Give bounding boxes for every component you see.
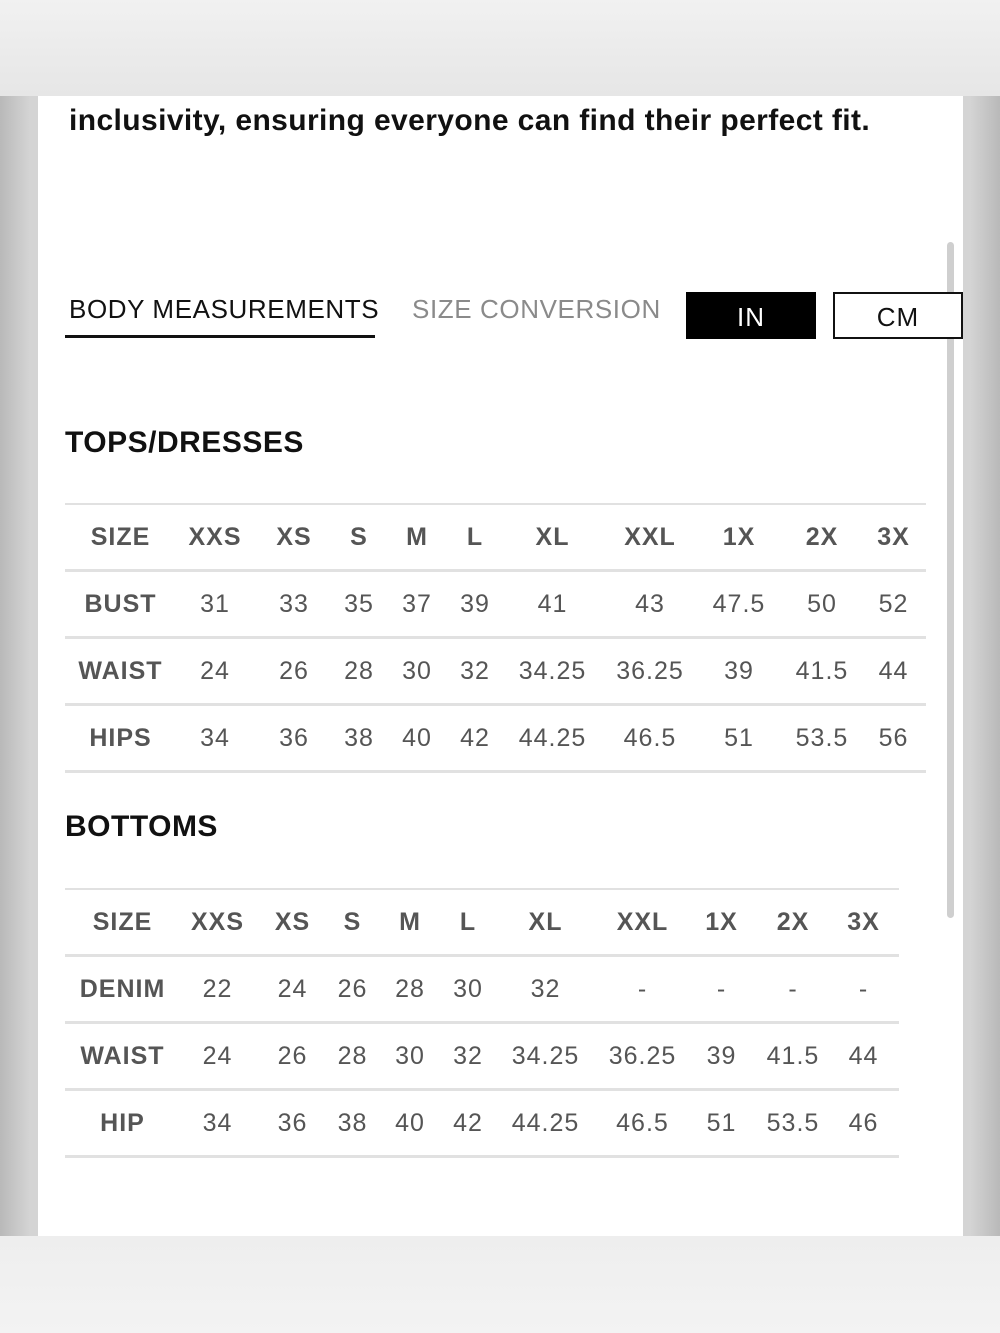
table-cell: 28 <box>334 638 384 705</box>
header-cell: SIZE <box>65 889 180 956</box>
table-cell: 26 <box>254 638 334 705</box>
bottom-screen-area <box>0 1236 1000 1333</box>
table-cell: 31 <box>176 571 254 638</box>
table-cell: 51 <box>685 1090 758 1157</box>
size-guide-panel <box>38 96 963 1236</box>
table-cell: 52 <box>861 571 926 638</box>
table-cell: 36.25 <box>600 1023 685 1090</box>
table-row <box>65 1023 899 1090</box>
table-cell: 40 <box>384 705 450 772</box>
row-label: WAIST <box>65 1023 180 1090</box>
tab-size-conversion[interactable]: SIZE CONVERSION <box>412 294 661 324</box>
table-cell: 42 <box>445 1090 491 1157</box>
table-row <box>65 705 926 772</box>
table-cell: 53.5 <box>758 1090 828 1157</box>
header-cell: L <box>445 889 491 956</box>
scrollbar[interactable] <box>947 242 954 918</box>
header-cell: XL <box>500 504 605 571</box>
table-cell: 26 <box>330 956 375 1023</box>
table-header-row <box>65 889 899 956</box>
table-cell: 36.25 <box>605 638 695 705</box>
table-cell: 39 <box>450 571 500 638</box>
table-cell: 44 <box>861 638 926 705</box>
table-cell: 34.25 <box>491 1023 600 1090</box>
table-cell: 24 <box>180 1023 255 1090</box>
table-row <box>65 1090 899 1157</box>
table-cell: 36 <box>255 1090 330 1157</box>
table-cell: 36 <box>254 705 334 772</box>
table-cell: 46.5 <box>605 705 695 772</box>
header-cell: XL <box>491 889 600 956</box>
tab-body-measurements[interactable]: BODY MEASUREMENTS <box>65 294 375 338</box>
top-screen-area <box>0 0 1000 96</box>
table-cell: 28 <box>330 1023 375 1090</box>
table-row <box>65 638 926 705</box>
header-cell: 3X <box>861 504 926 571</box>
table-cell: 22 <box>180 956 255 1023</box>
table-cell: 30 <box>384 638 450 705</box>
bottoms-size-table <box>65 888 899 1158</box>
table-cell: 40 <box>375 1090 445 1157</box>
header-cell: SIZE <box>65 504 176 571</box>
table-cell: 47.5 <box>695 571 783 638</box>
table-cell: 39 <box>685 1023 758 1090</box>
row-label: HIP <box>65 1090 180 1157</box>
header-cell: 3X <box>828 889 899 956</box>
header-cell: XXS <box>180 889 255 956</box>
table-cell: - <box>685 956 758 1023</box>
header-cell: S <box>330 889 375 956</box>
table-cell: 26 <box>255 1023 330 1090</box>
table-cell: 34.25 <box>500 638 605 705</box>
header-cell: 2X <box>783 504 861 571</box>
header-cell: L <box>450 504 500 571</box>
bottoms-title: BOTTOMS <box>65 810 218 843</box>
header-cell: 2X <box>758 889 828 956</box>
table-cell: 38 <box>334 705 384 772</box>
table-cell: 44 <box>828 1023 899 1090</box>
row-label: BUST <box>65 571 176 638</box>
table-cell: 24 <box>176 638 254 705</box>
table-cell: 32 <box>491 956 600 1023</box>
header-cell: XXL <box>600 889 685 956</box>
table-cell: 28 <box>375 956 445 1023</box>
table-cell: 34 <box>180 1090 255 1157</box>
table-cell: 44.25 <box>491 1090 600 1157</box>
header-cell: XS <box>254 504 334 571</box>
table-cell: - <box>758 956 828 1023</box>
header-cell: M <box>384 504 450 571</box>
table-cell: 35 <box>334 571 384 638</box>
header-cell: S <box>334 504 384 571</box>
row-label: DENIM <box>65 956 180 1023</box>
table-cell: 42 <box>450 705 500 772</box>
header-cell: XS <box>255 889 330 956</box>
table-cell: 33 <box>254 571 334 638</box>
table-cell: 41.5 <box>783 638 861 705</box>
unit-inch-button[interactable]: IN <box>686 292 816 339</box>
tops-dresses-title: TOPS/DRESSES <box>65 426 304 459</box>
table-cell: 37 <box>384 571 450 638</box>
header-cell: XXL <box>605 504 695 571</box>
tops-size-table <box>65 503 926 773</box>
header-cell: XXS <box>176 504 254 571</box>
table-cell: 50 <box>783 571 861 638</box>
unit-cm-button[interactable]: CM <box>833 292 963 339</box>
table-cell: 46 <box>828 1090 899 1157</box>
table-cell: 41 <box>500 571 605 638</box>
table-cell: 44.25 <box>500 705 605 772</box>
table-cell: - <box>828 956 899 1023</box>
header-cell: 1X <box>695 504 783 571</box>
table-cell: 41.5 <box>758 1023 828 1090</box>
header-cell: M <box>375 889 445 956</box>
intro-text: inclusivity, ensuring everyone can find their perfect fit. <box>69 104 871 137</box>
table-cell: 30 <box>375 1023 445 1090</box>
table-cell: 53.5 <box>783 705 861 772</box>
table-cell: 24 <box>255 956 330 1023</box>
row-label: HIPS <box>65 705 176 772</box>
table-cell: 46.5 <box>600 1090 685 1157</box>
table-cell: 51 <box>695 705 783 772</box>
table-row <box>65 571 926 638</box>
table-cell: 32 <box>450 638 500 705</box>
table-cell: 30 <box>445 956 491 1023</box>
table-cell: 38 <box>330 1090 375 1157</box>
table-cell: 43 <box>605 571 695 638</box>
header-cell: 1X <box>685 889 758 956</box>
table-cell: - <box>600 956 685 1023</box>
table-header-row <box>65 504 926 571</box>
table-cell: 56 <box>861 705 926 772</box>
row-label: WAIST <box>65 638 176 705</box>
table-row <box>65 956 899 1023</box>
table-cell: 34 <box>176 705 254 772</box>
table-cell: 39 <box>695 638 783 705</box>
table-cell: 32 <box>445 1023 491 1090</box>
